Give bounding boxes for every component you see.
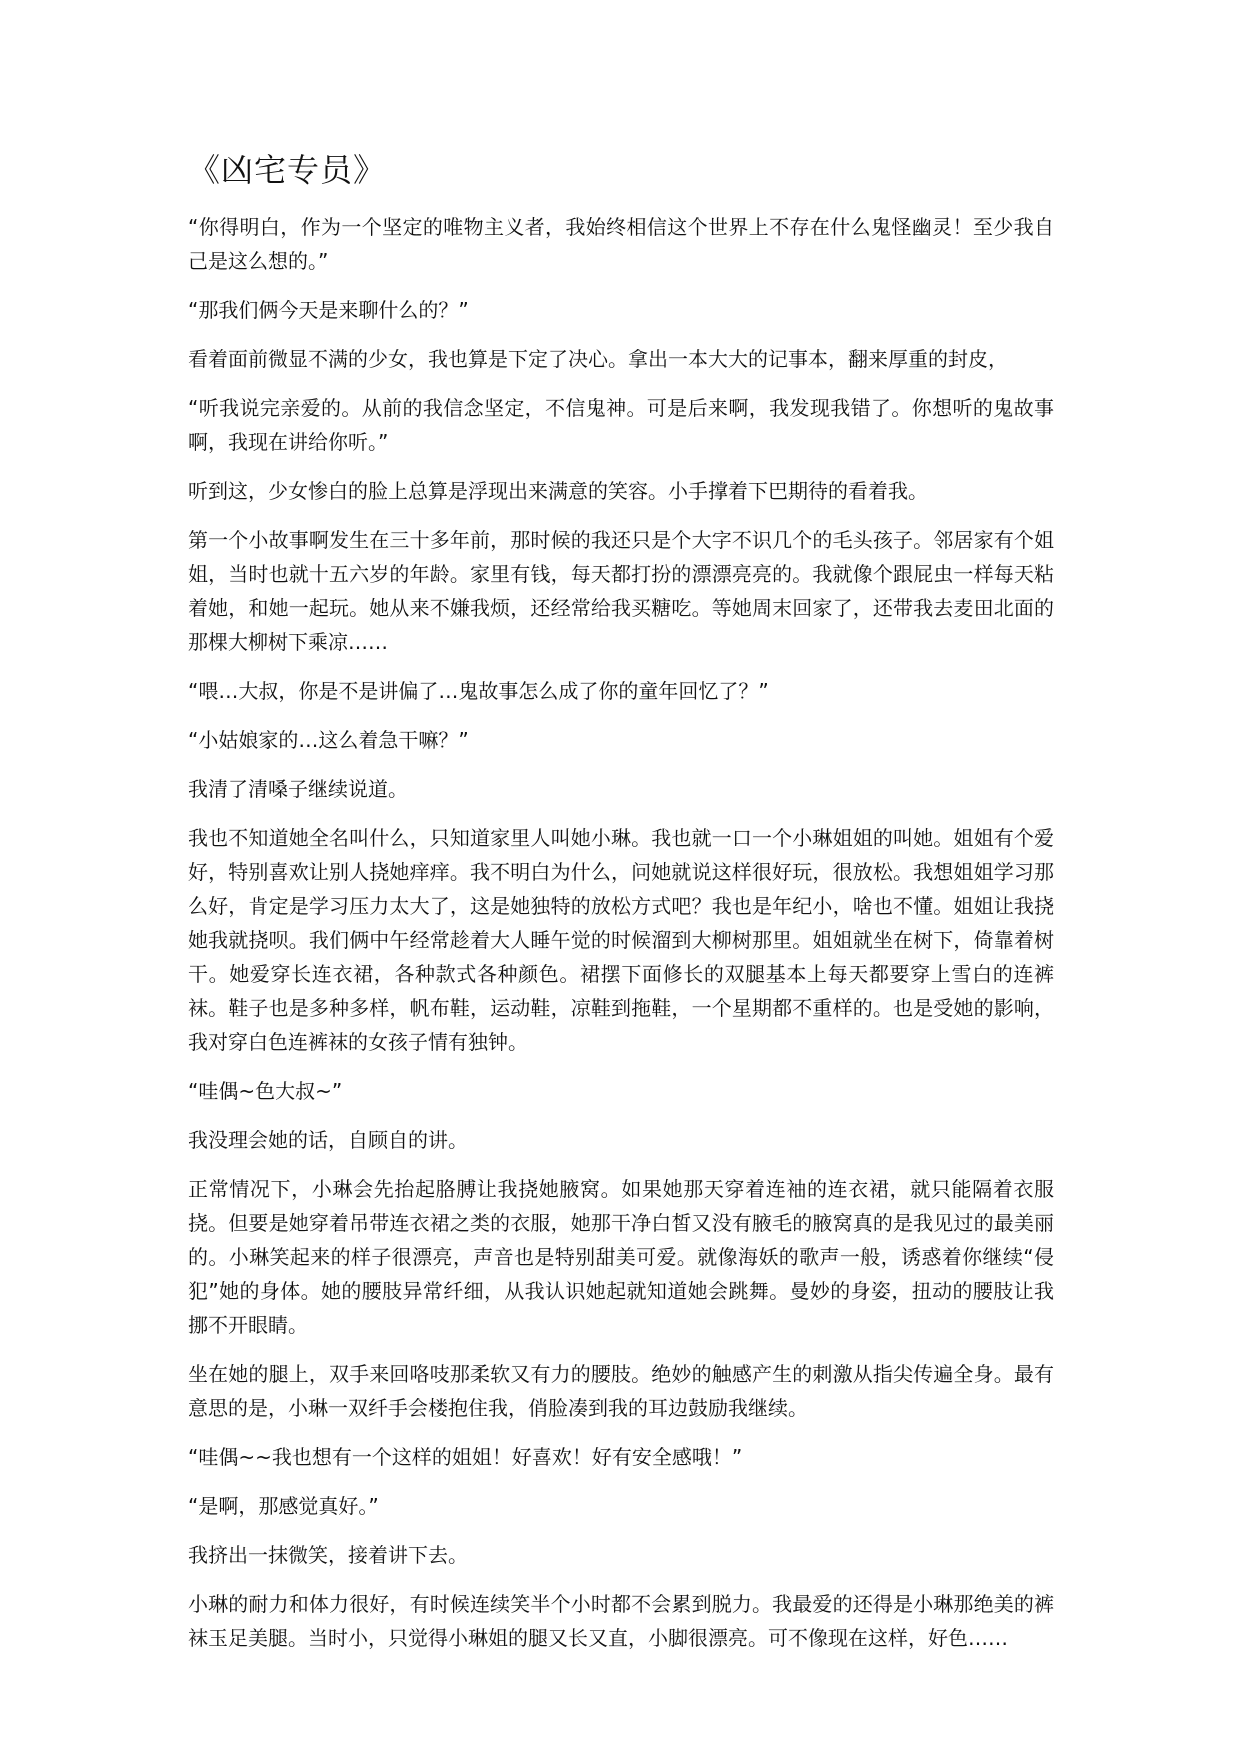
paragraph: “是啊，那感觉真好。” bbox=[188, 1494, 379, 1518]
paragraph: “哇偶~~我也想有一个这样的姐姐！好喜欢！好有安全感哦！” bbox=[188, 1445, 743, 1469]
paragraph: 正常情况下，小琳会先抬起胳膊让我挠她腋窝。如果她那天穿着连袖的连衣裙，就只能隔着衣服挠。但要是她穿着吊带连衣裙之类的衣服，她那干净白皙又没有腋毛的腋窝真的是我见过的最美丽的。小琳笑起来的样子很漂亮，声音也是特别甜美可爱。就像海妖的歌声一般，诱惑着你继续“侵犯”她的身体。她的腰肢异常纤细，从我认识她起就知道她会跳舞。曼妙的身姿，扭动的腰肢让我挪不开眼睛。 bbox=[188, 1177, 1054, 1337]
paragraph: 我没理会她的话，自顾自的讲。 bbox=[188, 1128, 468, 1152]
paragraph: 听到这，少女惨白的脸上总算是浮现出来满意的笑容。小手撑着下巴期待的看着我。 bbox=[188, 479, 928, 503]
paragraph: “听我说完亲爱的。从前的我信念坚定，不信鬼神。可是后来啊，我发现我错了。你想听的鬼故事啊，我现在讲给你听。” bbox=[188, 396, 1054, 454]
paragraph: 我挤出一抹微笑，接着讲下去。 bbox=[188, 1543, 468, 1567]
paragraph: “那我们俩今天是来聊什么的？” bbox=[188, 298, 469, 322]
paragraph: “喂…大叔，你是不是讲偏了…鬼故事怎么成了你的童年回忆了？” bbox=[188, 679, 769, 703]
paragraph: 看着面前微显不满的少女，我也算是下定了决心。拿出一本大大的记事本，翻来厚重的封皮， bbox=[188, 347, 1008, 371]
paragraph: 小琳的耐力和体力很好，有时候连续笑半个小时都不会累到脱力。我最爱的还得是小琳那绝美的裤袜玉足美腿。当时小，只觉得小琳姐的腿又长又直，小脚很漂亮。可不像现在这样，好色…… bbox=[188, 1592, 1054, 1650]
paragraph: 我也不知道她全名叫什么，只知道家里人叫她小琳。我也就一口一个小琳姐姐的叫她。姐姐有个爱好，特别喜欢让别人挠她痒痒。我不明白为什么，问她就说这样很好玩，很放松。我想姐姐学习那么好，肯定是学习压力太大了，这是她独特的放松方式吧？我也是年纪小，啥也不懂。姐姐让我挠她我就挠呗。我们俩中午经常趁着大人睡午觉的时候溜到大柳树那里。姐姐就坐在树下，倚靠着树干。她爱穿长连衣裙，各种款式各种颜色。裙摆下面修长的双腿基本上每天都要穿上雪白的连裤袜。鞋子也是多种多样，帆布鞋，运动鞋，凉鞋到拖鞋，一个星期都不重样的。也是受她的影响，我对穿白色连裤袜的女孩子情有独钟。 bbox=[188, 826, 1054, 1054]
paragraph: “小姑娘家的…这么着急干嘛？” bbox=[188, 728, 469, 752]
paragraph: 第一个小故事啊发生在三十多年前，那时候的我还只是个大字不识几个的毛头孩子。邻居家有个姐姐，当时也就十五六岁的年龄。家里有钱，每天都打扮的漂漂亮亮的。我就像个跟屁虫一样每天粘着她，和她一起玩。她从来不嫌我烦，还经常给我买糖吃。等她周末回家了，还带我去麦田北面的那棵大柳树下乘凉…… bbox=[188, 528, 1054, 654]
paragraph: 坐在她的腿上，双手来回咯吱那柔软又有力的腰肢。绝妙的触感产生的刺激从指尖传遍全身。最有意思的是，小琳一双纤手会楼抱住我，俏脸凑到我的耳边鼓励我继续。 bbox=[188, 1362, 1054, 1420]
paragraph: 我清了清嗓子继续说道。 bbox=[188, 777, 408, 801]
paragraph: “哇偶~色大叔~” bbox=[188, 1079, 343, 1103]
document-body bbox=[188, 210, 1054, 1655]
document-title: 《凶宅专员》 bbox=[188, 151, 387, 189]
paragraph: “你得明白，作为一个坚定的唯物主义者，我始终相信这个世界上不存在什么鬼怪幽灵！至少我自己是这么想的。” bbox=[188, 215, 1054, 273]
document-page bbox=[188, 148, 1054, 1670]
